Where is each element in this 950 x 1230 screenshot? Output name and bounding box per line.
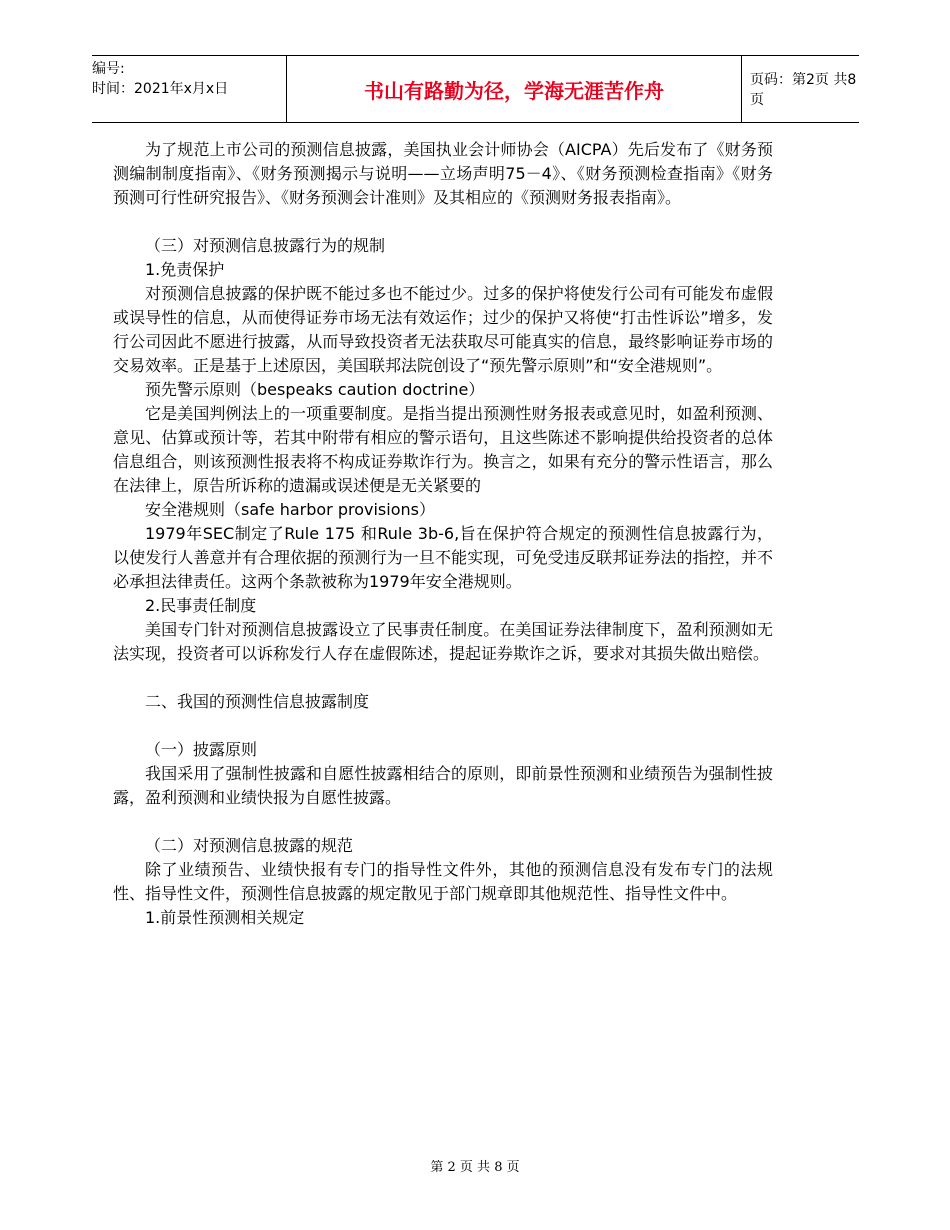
spacer — [113, 810, 773, 834]
spacer — [113, 666, 773, 690]
subheading-prospective-forecast: 1.前景性预测相关规定 — [145, 908, 305, 927]
section-heading-china: 二、我国的预测性信息披露制度 — [145, 692, 370, 711]
page-footer: 第 2 页 共 8 页 — [430, 1160, 520, 1175]
subheading-bespeaks-caution: 预先警示原则（bespeaks caution doctrine） — [145, 380, 485, 399]
document-body — [113, 138, 773, 930]
header-motto: 书山有路勤为径，学海无涯苦作舟 — [286, 56, 742, 122]
header-page-info: 页码：第2页 共8页 — [750, 72, 857, 108]
subheading-civil-liability: 2.民事责任制度 — [145, 596, 257, 615]
spacer — [113, 210, 773, 234]
subheading-exemption: 1.免责保护 — [145, 260, 225, 279]
section-heading-regulation: （三）对预测信息披露行为的规制 — [145, 236, 386, 255]
subheading-disclosure-principle: （一）披露原则 — [145, 740, 258, 759]
paragraph-disclosure-principle: 我国采用了强制性披露和自愿性披露相结合的原则，即前景性预测和业绩预告为强制性披露，盈利预测和业绩快报为自愿性披露。 — [113, 764, 773, 807]
header-meta — [92, 56, 286, 122]
paragraph-disclosure-norms: 除了业绩预告、业绩快报有专门的指导性文件外，其他的预测信息没有发布专门的法规性、指导性文件，预测性信息披露的规定散见于部门规章即其他规范性、指导性文件中。 — [113, 860, 773, 903]
paragraph-aicpa: 为了规范上市公司的预测信息披露，美国执业会计师协会（AICPA）先后发布了《财务预测编制制度指南》、《财务预测揭示与说明——立场声明75－4》、《财务预测检查指南》《财务预测可行性研究报告》、《财务预测会计准则》及其相应的《预测财务报表指南》。 — [113, 140, 773, 207]
subheading-safe-harbor: 安全港规则（safe harbor provisions） — [145, 500, 435, 519]
paragraph-civil-liability: 美国专门针对预测信息披露设立了民事责任制度。在美国证券法律制度下，盈利预测如无法实现，投资者可以诉称发行人存在虚假陈述，提起证券欺诈之诉，要求对其损失做出赔偿。 — [113, 620, 773, 663]
spacer — [113, 714, 773, 738]
page-header — [92, 55, 859, 123]
subheading-disclosure-norms: （二）对预测信息披露的规范 — [145, 836, 354, 855]
document-number-label: 编号: — [92, 61, 125, 77]
paragraph-protection: 对预测信息披露的保护既不能过多也不能过少。过多的保护将使发行公司有可能发布虚假或误导性的信息，从而使得证券市场无法有效运作；过少的保护又将使“打击性诉讼”增多，发行公司因此不愿进行披露，从而导致投资者无法获取尽可能真实的信息，最终影响证券市场的交易效率。正是基于上述原因，美国联邦法院创设了“预先警示原则”和“安全港规则”。 — [113, 284, 773, 375]
document-time: 时间：2021年x月x日 — [92, 81, 229, 97]
paragraph-bespeaks-caution: 它是美国判例法上的一项重要制度。是指当提出预测性财务报表或意见时，如盈利预测、意见、估算或预计等，若其中附带有相应的警示语句，且这些陈述不影响提供给投资者的总体信息组合，则该预测性报表将不构成证券欺诈行为。换言之，如果有充分的警示性语言，那么在法律上，原告所诉称的遗漏或误述便是无关紧要的 — [113, 404, 773, 495]
paragraph-safe-harbor: 1979年SEC制定了Rule 175 和Rule 3b-6,旨在保护符合规定的预测性信息披露行为，以使发行人善意并有合理依据的预测行为一旦不能实现，可免受违反联邦证券法的指控，并不必承担法律责任。这两个条款被称为1979年安全港规则。 — [113, 524, 773, 591]
